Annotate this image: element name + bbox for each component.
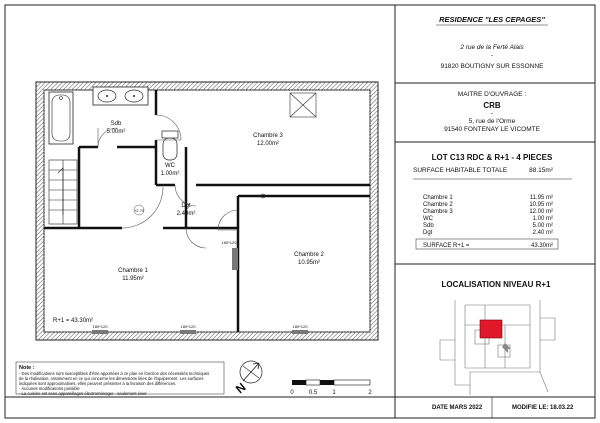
room-area: 11.95 m²	[529, 195, 553, 201]
total-value: 43.30m²	[530, 243, 553, 249]
room-area-wc: 1.00m²	[160, 171, 180, 177]
room-name: Chambre 1	[423, 195, 453, 201]
lot-surface-value: 88.15m²	[529, 167, 553, 174]
level-surface-note: R+1 = 43.30m²	[53, 318, 94, 324]
owner-heading: MAITRE D'OUVRAGE :	[457, 91, 527, 98]
window-dimension: 180*120	[292, 324, 308, 329]
lot-title: LOT C13 RDC & R+1 - 4 PIECES	[431, 153, 553, 162]
owner-sep: -	[490, 110, 494, 117]
staircase	[49, 160, 77, 224]
window-dimension: 180*120	[92, 324, 108, 329]
notes-block	[16, 362, 224, 396]
residence-title: RESIDENCE "LES CEPAGES"	[439, 15, 545, 24]
notes-title: Note :	[19, 365, 35, 371]
room-name: Chambre 3	[423, 209, 453, 215]
room-area: 5.00 m²	[532, 223, 553, 229]
room-label-chambre2: Chambre 2	[294, 252, 324, 258]
footer-date: DATE MARS 2022	[432, 405, 483, 411]
window-markers	[92, 248, 308, 334]
room-label-dgt: Dgt	[181, 203, 191, 209]
scale-tick: 2	[368, 390, 372, 396]
scale-tick: 0	[290, 390, 294, 396]
room-area-dgt: 2.40m²	[176, 211, 196, 217]
owner-address-line1: 5, rue de l'Orme	[468, 118, 516, 125]
room-label-sdb: Sdb	[110, 121, 122, 127]
scale-bar	[290, 380, 372, 396]
note-line: - Des modifications sont susceptibles d'être apportées à ce plan en fonction des nécessités techniques	[19, 371, 210, 376]
double-sink	[93, 87, 148, 105]
window-dimension: 180*120	[180, 324, 196, 329]
room-name: Sdb	[423, 223, 434, 229]
location-highlight	[480, 320, 502, 338]
room-area: 1.00 m²	[532, 216, 553, 222]
location-map	[440, 280, 555, 395]
floor-plan	[36, 82, 378, 340]
north-label: N	[232, 379, 249, 397]
room-area-chambre2: 10.95m²	[297, 260, 321, 266]
project-address-line2: 91820 BOUTIGNY SUR ESSONNE	[440, 63, 544, 70]
room-label-wc: WC	[165, 163, 175, 169]
note-line: indiquées sont approximatives, elles peuvent présenter à la livraison des différences.	[19, 381, 177, 386]
scale-tick: 1	[332, 390, 336, 396]
project-address-sep: -	[490, 52, 494, 59]
note-line: de la réalisation, notamment en ce qui concerne les dimensions liées de l'équipement. Les surfaces	[19, 376, 204, 381]
note-line: - La cuisine est sans appareillages électroménager - seulement évier	[19, 391, 147, 396]
room-area-sdb: 5.00m²	[106, 129, 126, 135]
roof-window	[290, 93, 316, 117]
lot-block	[413, 153, 572, 249]
total-label: SURFACE R+1 =	[423, 243, 470, 249]
room-area-chambre1: 11.95m²	[122, 276, 144, 282]
room-area-chambre3: 12.00m²	[256, 141, 280, 147]
owner-block	[444, 91, 541, 133]
wc-toilet	[163, 138, 177, 160]
scale-tick: 0.5	[308, 390, 318, 396]
room-label-chambre1: Chambre 1	[118, 268, 148, 274]
owner-name: CRB	[483, 101, 501, 110]
project-address-line1: 2 rue de la Ferté Alais	[460, 44, 524, 51]
north-arrow	[233, 361, 262, 396]
exterior-walls	[36, 82, 378, 340]
lot-surface-label: SURFACE HABITABLE TOTALE	[413, 167, 508, 174]
owner-address-line2: 91540 FONTENAY LE VICOMTE	[444, 126, 540, 133]
location-title: LOCALISATION NIVEAU R+1	[441, 280, 551, 289]
room-area: 10.95 m²	[529, 202, 553, 208]
footer-modified: MODIFIE LE: 18.03.22	[512, 405, 574, 411]
room-name: WC	[423, 216, 433, 222]
room-name: Chambre 2	[423, 202, 453, 208]
project-block	[436, 15, 548, 70]
height-mark: +2.70	[133, 208, 145, 213]
window-dimension: 180*120	[221, 240, 237, 245]
room-label-chambre3: Chambre 3	[253, 133, 283, 139]
note-line: - Aucunes modifications possible	[19, 386, 80, 391]
room-area: 2.40 m²	[532, 230, 553, 236]
room-name: Dgt	[423, 230, 433, 236]
room-area: 12.00 m²	[529, 209, 553, 215]
